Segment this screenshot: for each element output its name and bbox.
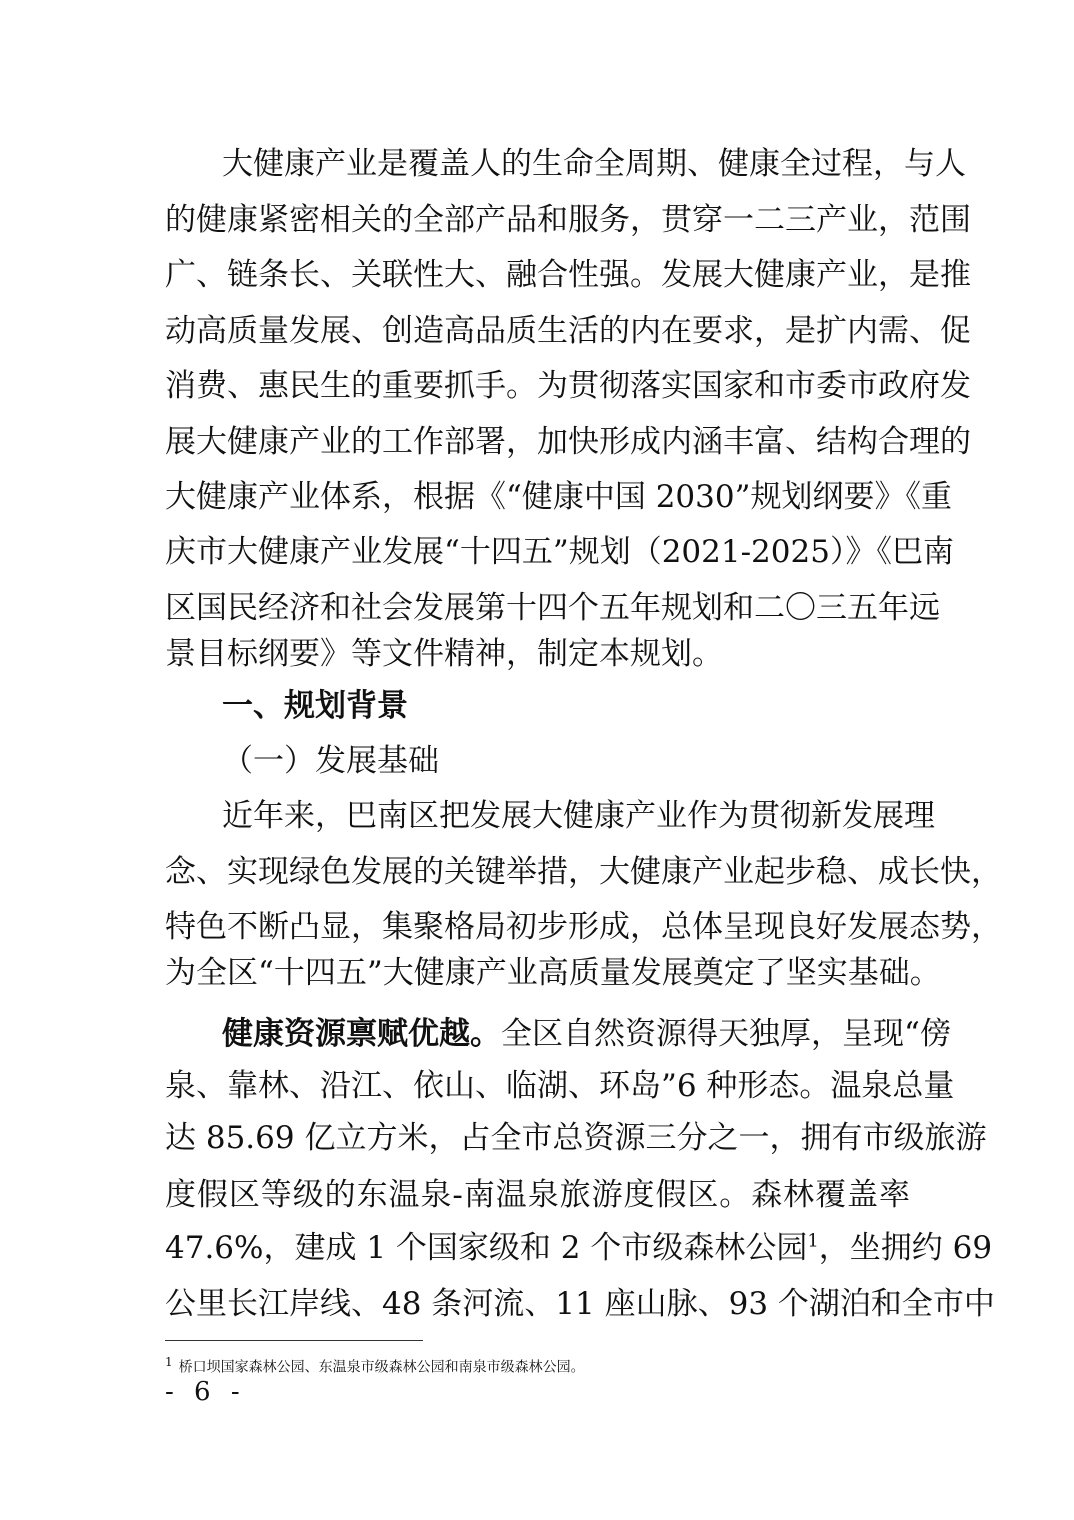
paragraph-line: 展大健康产业的工作部署，加快形成内涵丰富、结构合理的 [165, 424, 971, 460]
paragraph-line: 广、链条长、关联性大、融合性强。发展大健康产业，是推 [165, 257, 971, 293]
paragraph-line: 动高质量发展、创造高品质生活的内在要求，是扩内需、促 [165, 313, 971, 349]
paragraph-line: 公里长江岸线、48 条河流、11 座山脉、93 个湖泊和全市中 [165, 1286, 995, 1322]
paragraph-text: 47.6%，建成 1 个国家级和 2 个市级森林公园 [165, 1230, 808, 1266]
paragraph-text: ，坐拥约 69 [818, 1230, 993, 1266]
footnote-text: 桥口坝国家森林公园、东温泉市级森林公园和南泉市级森林公园。 [178, 1359, 585, 1376]
paragraph-line: 特色不断凸显，集聚格局初步形成，总体呈现良好发展态势， [165, 909, 1002, 945]
paragraph-text: 全区自然资源得天独厚，呈现“傍 [501, 1016, 951, 1052]
paragraph-line: 泉、靠林、沿江、依山、临湖、环岛”6 种形态。温泉总量 [165, 1068, 955, 1104]
paragraph-lead: 健康资源禀赋优越。 [222, 1016, 501, 1052]
paragraph-line: 区国民经济和社会发展第十四个五年规划和二〇三五年远 [165, 590, 940, 626]
paragraph-line: 大健康产业体系，根据《“健康中国 2030”规划纲要》《重 [165, 479, 952, 515]
paragraph-line: 景目标纲要》等文件精神，制定本规划。 [165, 636, 723, 672]
paragraph-line [222, 1014, 951, 1054]
paragraph-line: 大健康产业是覆盖人的生命全周期、健康全过程，与人 [222, 146, 966, 182]
paragraph-line: 消费、惠民生的重要抓手。为贯彻落实国家和市委市政府发 [165, 368, 971, 404]
page-number: - 6 - [165, 1377, 246, 1407]
paragraph-line: 达 85.69 亿立方米，占全市总资源三分之一，拥有市级旅游 [165, 1120, 987, 1156]
paragraph-line [165, 1228, 993, 1268]
paragraph-line: 近年来，巴南区把发展大健康产业作为贯彻新发展理 [222, 798, 935, 834]
footnote-reference[interactable]: 1 [807, 1230, 819, 1252]
paragraph-line: 念、实现绿色发展的关键举措，大健康产业起步稳、成长快， [165, 854, 1002, 890]
paragraph-line: 为全区“十四五”大健康产业高质量发展奠定了坚实基础。 [165, 955, 941, 991]
footnote-separator [165, 1340, 423, 1341]
section-heading: 一、规划背景 [222, 688, 408, 724]
subsection-heading: （一）发展基础 [222, 743, 439, 779]
paragraph-line: 庆市大健康产业发展“十四五”规划（2021-2025）》《巴南 [165, 534, 954, 570]
paragraph-line: 的健康紧密相关的全部产品和服务，贯穿一二三产业，范围 [165, 202, 971, 238]
footnote-mark: 1 [165, 1355, 173, 1369]
paragraph-line: 度假区等级的东温泉-南温泉旅游度假区。森林覆盖率 [165, 1177, 910, 1213]
